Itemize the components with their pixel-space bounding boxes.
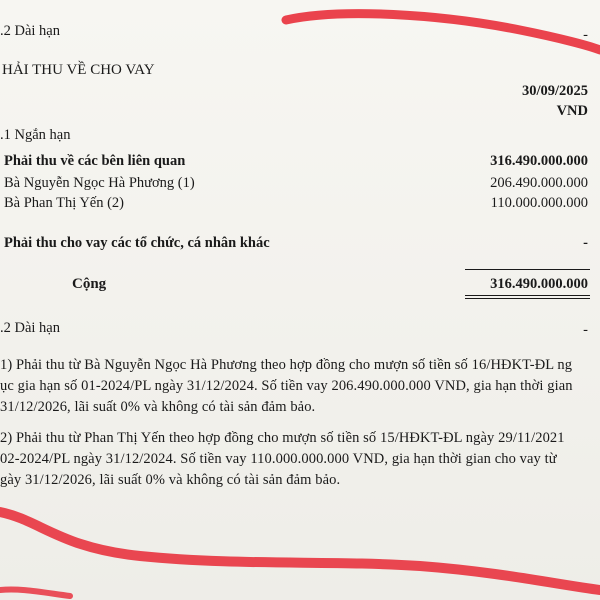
column-currency: VND xyxy=(556,103,588,119)
total-value: 316.490.000.000 xyxy=(490,276,588,292)
column-date: 30/09/2025 xyxy=(521,83,588,99)
dash-top: - xyxy=(583,27,588,43)
related-parties-label: Phải thu về các bên liên quan xyxy=(4,153,186,169)
section-heading-long-term: .2 Dài hạn xyxy=(0,320,60,336)
long-term-value: - xyxy=(583,322,588,338)
total-double-rule-1 xyxy=(465,295,590,296)
note-2-line-1: 2) Phải thu từ Phan Thị Yến theo hợp đồng cho mượn số tiền số 15/HĐKT-ĐL ngày 29/11/2021 xyxy=(0,430,565,446)
row-label-yen: Bà Phan Thị Yến (2) xyxy=(4,195,125,211)
row-value-yen: 110.000.000.000 xyxy=(490,195,588,211)
note-2-line-2: 02-2024/PL ngày 31/12/2024. Số tiền vay 110.000.000.000 VND, gia hạn thời gian cho vay từ xyxy=(0,451,557,467)
other-loans-value: - xyxy=(583,235,588,251)
other-loans-label: Phải thu cho vay các tổ chức, cá nhân khác xyxy=(4,235,270,251)
note-1-line-3: 31/12/2026, lãi suất 0% và không có tài sản đảm bảo. xyxy=(0,399,316,415)
total-top-rule xyxy=(465,269,590,270)
related-parties-value: 316.490.000.000 xyxy=(490,153,588,169)
section-heading-short-term: .1 Ngắn hạn xyxy=(0,127,71,143)
note-1-line-1: 1) Phải thu từ Bà Nguyễn Ngọc Hà Phương theo hợp đồng cho mượn số tiền số 16/HĐKT-ĐL ng xyxy=(0,357,573,373)
total-double-rule-2 xyxy=(465,298,590,299)
page-title: HẢI THU VỀ CHO VAY xyxy=(2,62,155,78)
section-heading-long-term-top: .2 Dài hạn xyxy=(0,23,60,39)
row-value-phuong: 206.490.000.000 xyxy=(490,175,588,191)
total-label: Cộng xyxy=(72,276,107,292)
row-label-phuong: Bà Nguyễn Ngọc Hà Phương (1) xyxy=(4,175,195,191)
note-1-line-2: ục gia hạn số 01-2024/PL ngày 31/12/2024. Số tiền vay 206.490.000.000 VND, gia hạn thời gian xyxy=(0,378,573,394)
note-2-line-3: gày 31/12/2026, lãi suất 0% và không có tài sản đảm bảo. xyxy=(0,472,341,488)
